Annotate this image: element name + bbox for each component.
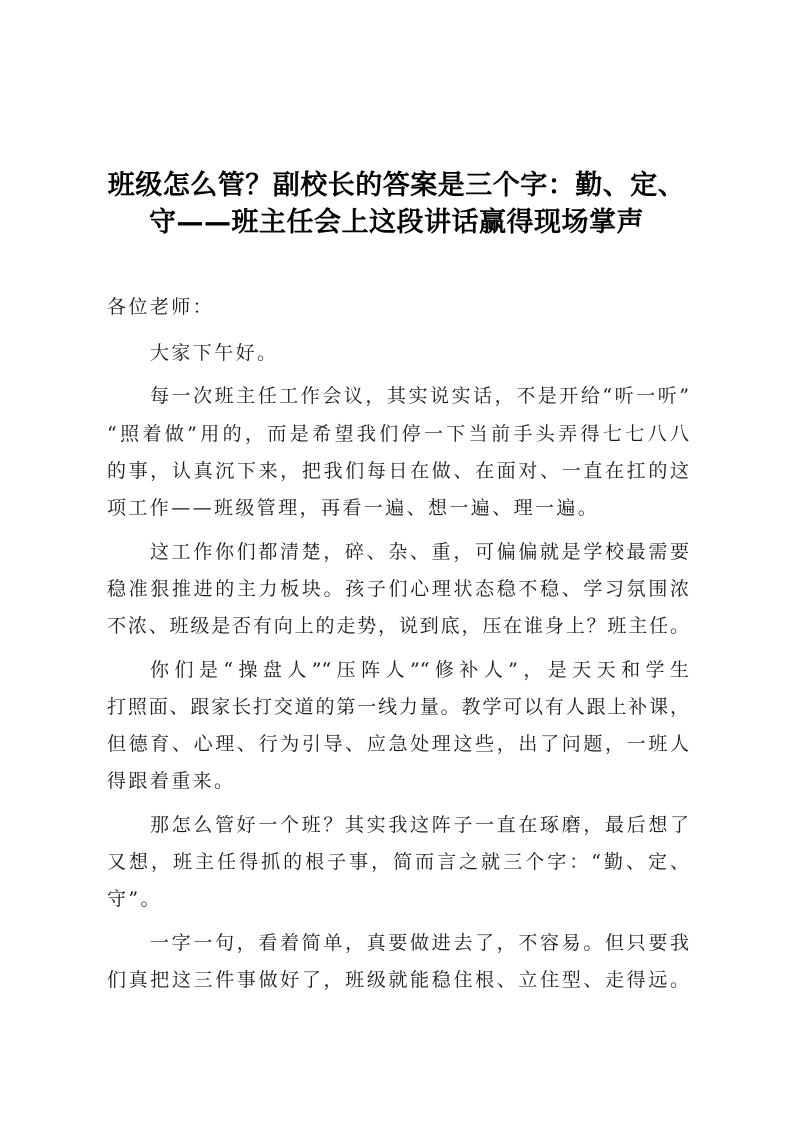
paragraph-4-line-1: 你们是“操盘人”“压阵人”“修补人”，是天天和学生 bbox=[150, 659, 689, 681]
paragraph-2-line-1: 每一次班主任工作会议，其实说实话，不是开给“听一听” bbox=[150, 385, 689, 407]
paragraph-2-line-2: “照着做”用的，而是希望我们停一下当前手头弄得七七八八 bbox=[107, 423, 689, 445]
paragraph-6-line-1: 一字一句，看着简单，真要做进去了，不容易。但只要我 bbox=[150, 932, 689, 954]
salutation: 各位老师： bbox=[107, 296, 215, 318]
paragraph-5-line-3: 守”。 bbox=[107, 888, 162, 910]
paragraph-4-line-2: 打照面、跟家长打交道的第一线力量。教学可以有人跟上补课， bbox=[107, 696, 689, 718]
paragraph-3-line-2: 稳准狠推进的主力板块。孩子们心理状态稳不稳、学习氛围浓 bbox=[107, 578, 689, 600]
paragraph-6-line-2: 们真把这三件事做好了，班级就能稳住根、立住型、走得远。 bbox=[107, 969, 689, 991]
document-title-line-1: 班级怎么管？副校长的答案是三个字：勤、定、 bbox=[107, 170, 686, 201]
paragraph-5-line-2: 又想，班主任得抓的根子事，简而言之就三个字：“勤、定、 bbox=[107, 851, 689, 873]
paragraph-2-line-4: 项工作——班级管理，再看一遍、想一遍、理一遍。 bbox=[107, 497, 600, 519]
paragraph-3-line-3: 不浓、班级是否有向上的走势，说到底，压在谁身上？班主任。 bbox=[107, 615, 689, 637]
paragraph-4-line-4: 得跟着重来。 bbox=[107, 770, 236, 792]
paragraph-3-line-1: 这工作你们都清楚，碎、杂、重，可偏偏就是学校最需要 bbox=[150, 541, 689, 563]
document-title-line-2: 守——班主任会上这段讲话赢得现场掌声 bbox=[149, 207, 644, 238]
paragraph-2-line-3: 的事，认真沉下来，把我们每日在做、在面对、一直在扛的这 bbox=[107, 460, 689, 482]
paragraph-4-line-3: 但德育、心理、行为引导、应急处理这些，出了问题，一班人 bbox=[107, 733, 689, 755]
paragraph-5-line-1: 那怎么管好一个班？其实我这阵子一直在琢磨，最后想了 bbox=[150, 814, 689, 836]
paragraph-1-line-1: 大家下午好。 bbox=[150, 342, 279, 364]
